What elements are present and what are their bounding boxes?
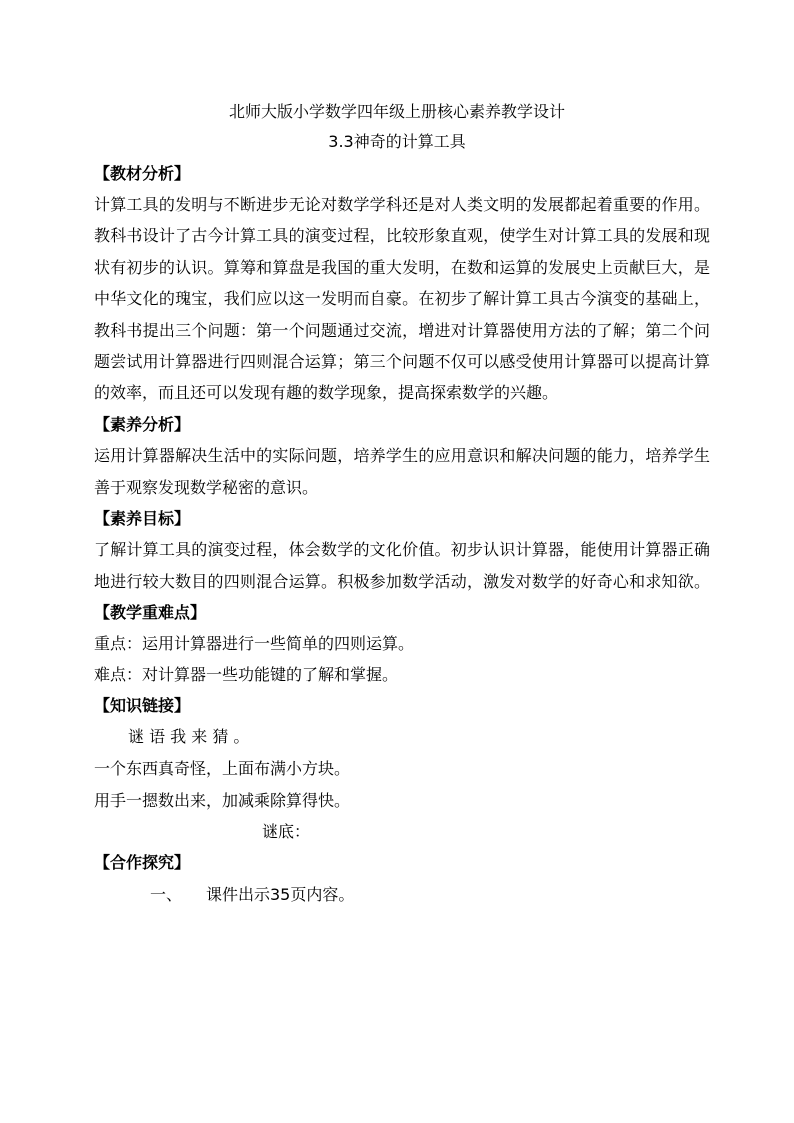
paragraph-line: 教科书设计了古今计算工具的演变过程，比较形象直观，使学生对计算工具的发展和现: [94, 226, 710, 245]
riddle-line: 用手一摁数出来，加减乘除算得快。: [94, 791, 351, 810]
section-heading-literacy-analysis: 【素养分析】: [94, 415, 191, 434]
list-item-text: 课件出示35页内容。: [206, 885, 355, 904]
paragraph-line: 运用计算器解决生活中的实际问题，培养学生的应用意识和解决问题的能力，培养学生: [94, 446, 710, 465]
paragraph-line: 中华文化的瑰宝，我们应以这一发明而自豪。在初步了解计算工具古今演变的基础上，: [94, 289, 710, 308]
riddle-intro: 谜 语 我 来 猜 。: [128, 727, 250, 746]
section-heading-key-points: 【教学重难点】: [94, 603, 207, 622]
paragraph-line: 题尝试用计算器进行四则混合运算；第三个问题不仅可以感受使用计算器可以提高计算: [94, 352, 710, 371]
focus-point: 重点：运用计算器进行一些简单的四则运算。: [94, 634, 415, 653]
list-item-number: 一、: [150, 885, 183, 904]
paragraph-line: 状有初步的认识。算筹和算盘是我国的重大发明，在数和运算的发展史上贡献巨大，是: [94, 258, 710, 277]
paragraph-line: 的效率，而且还可以发现有趣的数学现象，提高探索数学的兴趣。: [94, 383, 559, 402]
paragraph-line: 计算工具的发明与不断进步无论对数学学科还是对人类文明的发展都起着重要的作用。: [94, 195, 710, 214]
section-heading-cooperative-inquiry: 【合作探究】: [94, 853, 191, 872]
paragraph-line: 教科书提出三个问题：第一个问题通过交流，增进对计算器使用方法的了解；第二个问: [94, 321, 710, 340]
section-heading-knowledge-link: 【知识链接】: [94, 696, 191, 715]
riddle-line: 一个东西真奇怪，上面布满小方块。: [94, 759, 351, 778]
document-title: 北师大版小学数学四年级上册核心素养教学设计: [228, 102, 565, 121]
section-heading-textbook-analysis: 【教材分析】: [94, 164, 191, 183]
paragraph-line: 地进行较大数目的四则混合运算。积极参加数学活动，激发对数学的好奇心和求知欲。: [94, 572, 710, 591]
section-heading-literacy-goals: 【素养目标】: [94, 509, 191, 528]
document-subtitle: 3.3神奇的计算工具: [328, 132, 466, 151]
riddle-answer-label: 谜底：: [262, 822, 311, 841]
paragraph-line: 善于观察发现数学秘密的意识。: [94, 478, 319, 497]
difficulty-point: 难点：对计算器一些功能键的了解和掌握。: [94, 665, 399, 684]
paragraph-line: 了解计算工具的演变过程，体会数学的文化价值。初步认识计算器，能使用计算器正确: [94, 540, 710, 559]
